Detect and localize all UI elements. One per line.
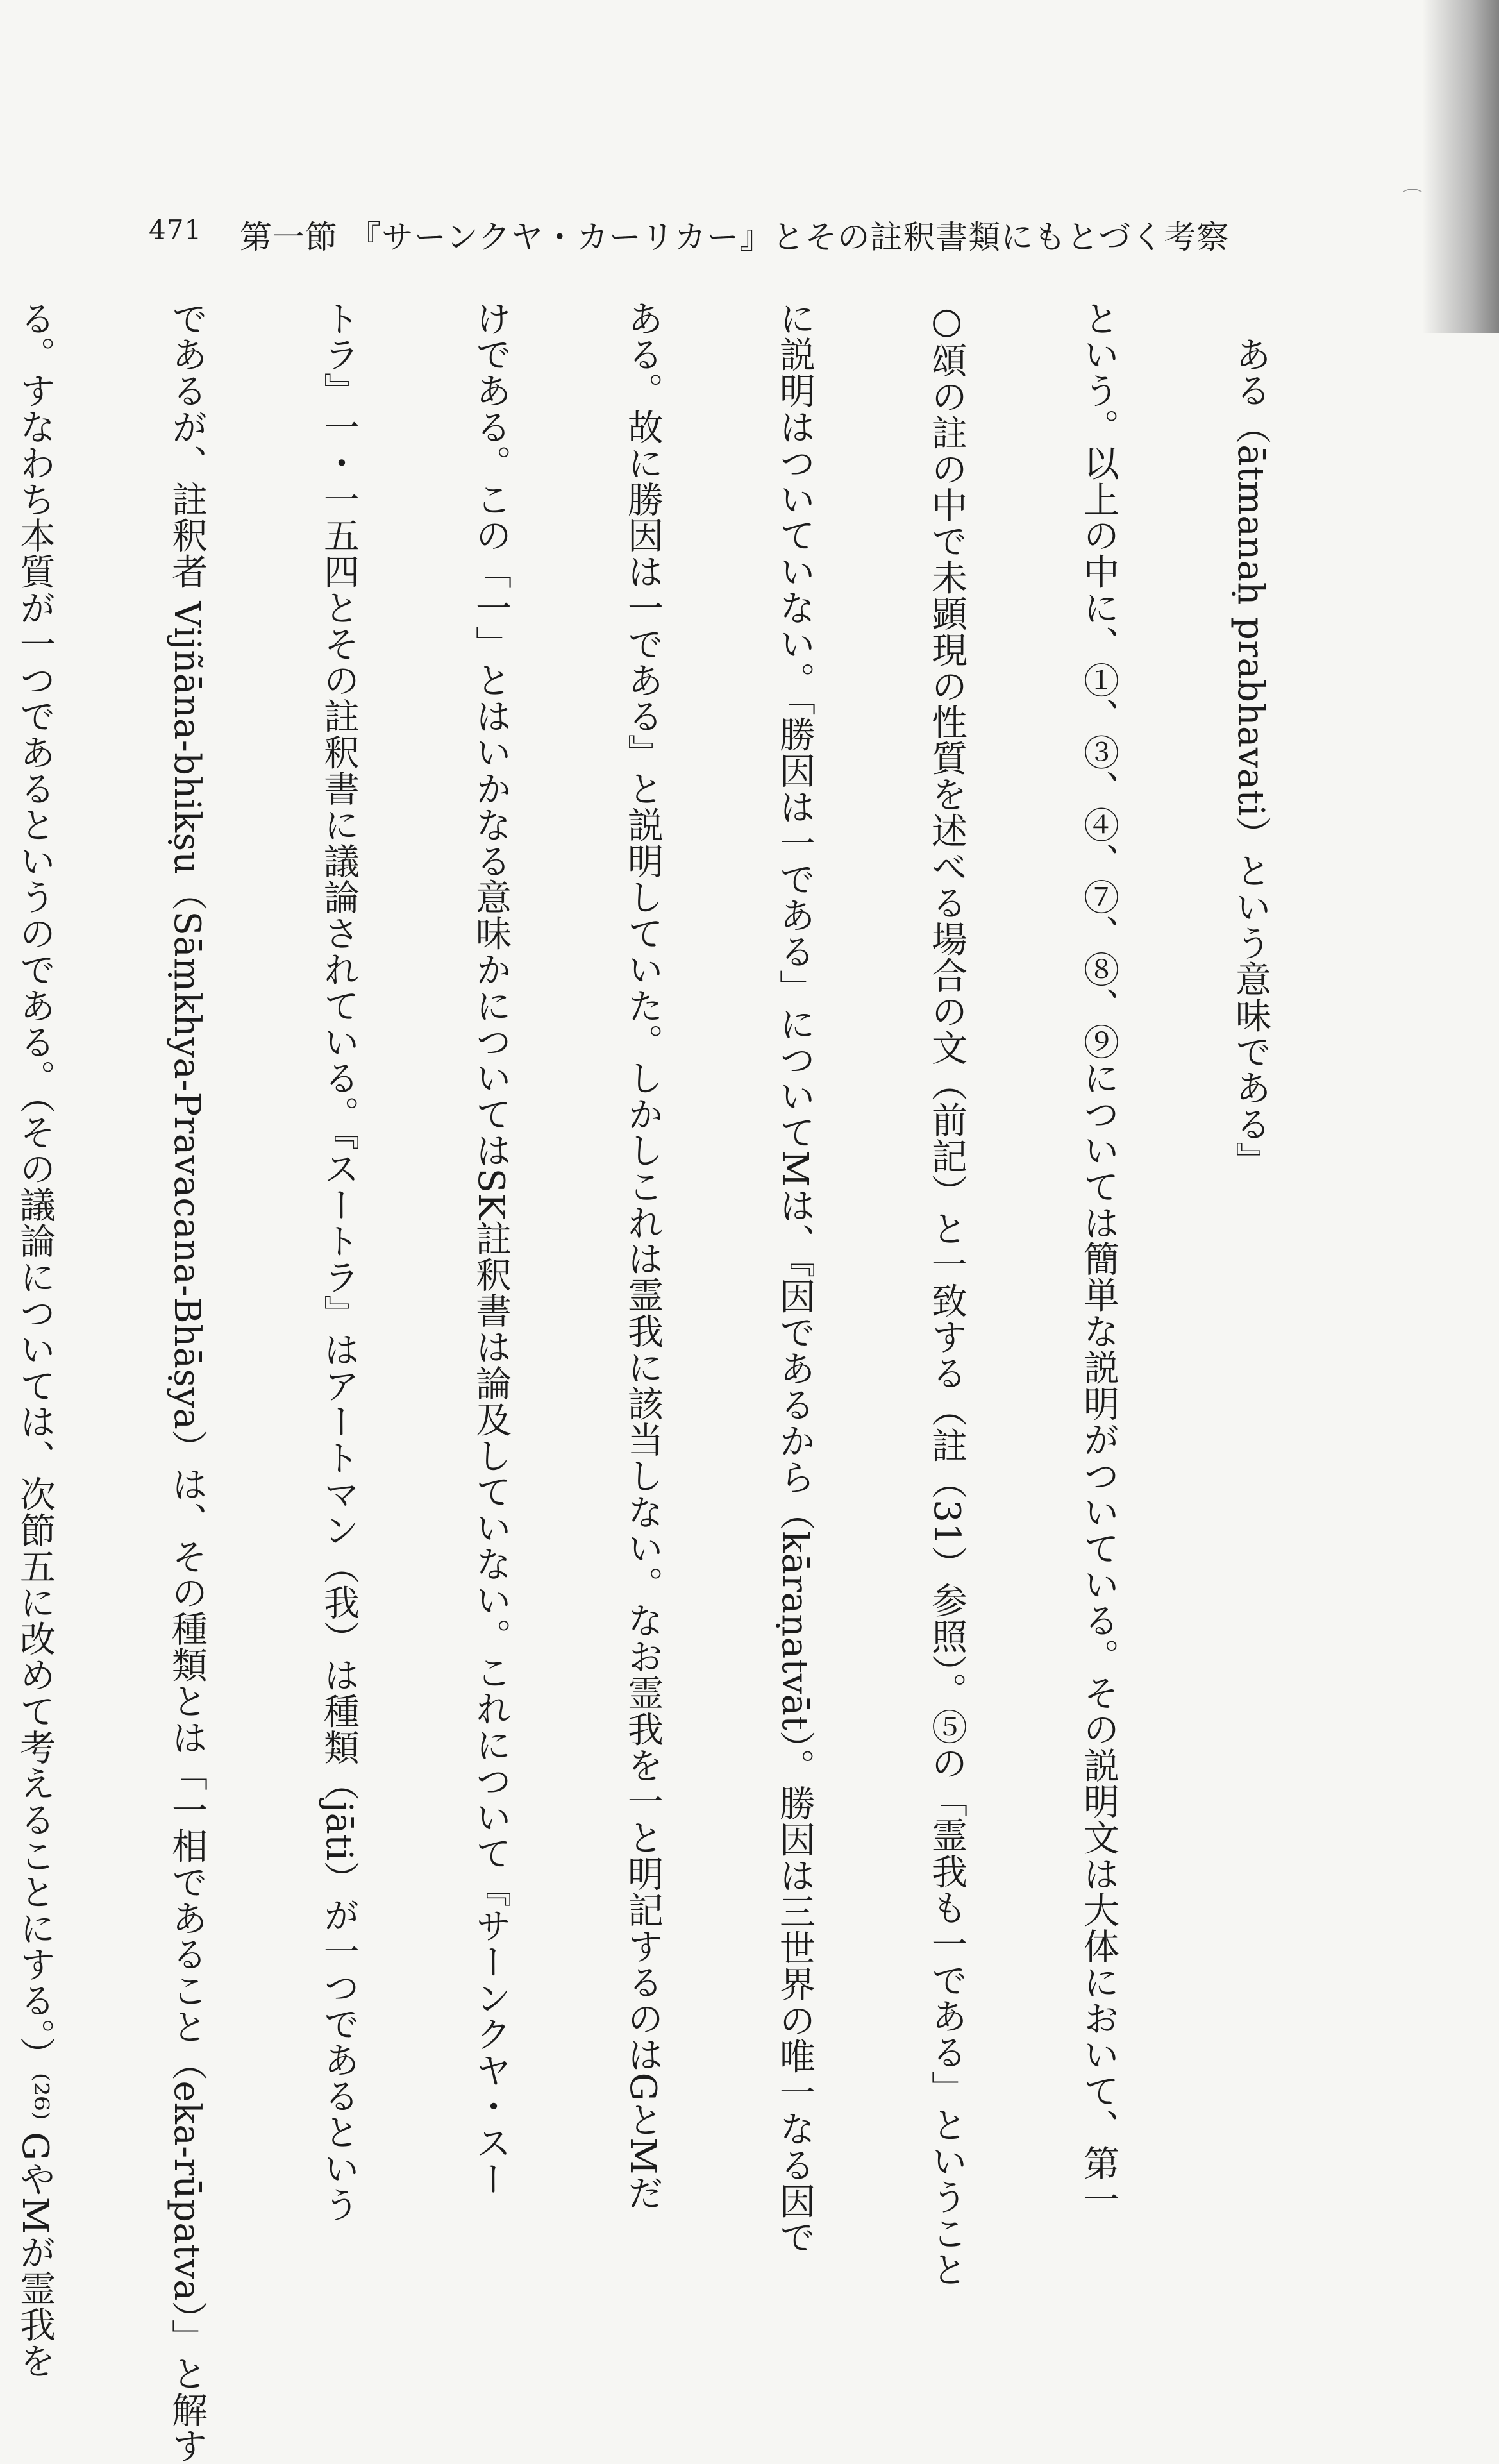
page-number: 471 — [149, 214, 203, 246]
body-line: という。以上の中に、①、③、④、⑦、⑧、⑨については簡単な説明がついている。その説明文は大体において、第一 — [1078, 300, 1119, 2218]
body-line: る。すなわち本質が一つであるというのである。（その議論については、次節五に改めて考えることにする。）⁽²⁶⁾ GやMが霊我を — [14, 300, 56, 2379]
body-line: けである。この「一」とはいかなる意味かについてはSK註釈書は論及していない。これについて『サーンクヤ・スー — [470, 300, 512, 2197]
body-line: ある（ātmanaḥ prabhavati）という意味である』 — [1230, 336, 1271, 1178]
scan-mark: ⌒ — [1403, 188, 1422, 210]
running-title: 第一節 『サーンクヤ・カーリカー』とその註釈書類にもとづく考察 — [240, 219, 1230, 256]
body-line: であるが、註釈者 Vijñāna-bhikṣu（Sāṃkhya-Pravacana-Bhāṣya）は、その種類とは「一相であること（eka-rūpatva）」と解す — [166, 300, 208, 2464]
body-line: に説明はついていない。「勝因は一である」についてMは、『因であるから（kāraṇatvāt）。勝因は三世界の唯一なる因で — [774, 300, 816, 2256]
body-line: ○頌の註の中で未顕現の性質を述べる場合の文（前記）と一致する（註（31）参照）。⑤の「霊我も一である」ということ — [926, 300, 967, 2288]
body-text — [14, 300, 1377, 2464]
body-line: トラ』一・一五四とその註釈書に議論されている。『スートラ』はアートマン（我）は種類（jāti）が一つであるという — [318, 300, 360, 2223]
page-header — [149, 212, 1367, 257]
scan-edge-shadow — [1422, 0, 1499, 333]
body-line: ある。故に勝因は一である』と説明していた。しかしこれは霊我に該当しない。なお霊我を一と明記するのはGとMだ — [622, 300, 664, 2211]
